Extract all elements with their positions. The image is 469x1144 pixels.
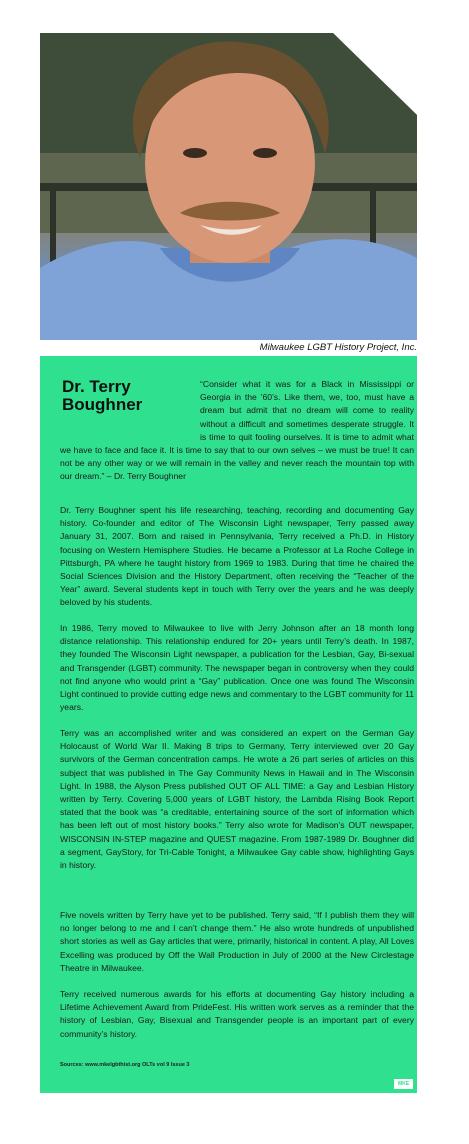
logo-badge: MKE xyxy=(394,1079,413,1089)
bio-paragraph: Terry received numerous awards for his efforts at documenting Gay history including a Lifetime Achievement Award from PrideFest. His written work serves as a reminder that the history of Lesbian, Gay, Bisexual and Transgender people is an important part of every community’s history. xyxy=(60,989,414,1039)
bio-paragraph: Five novels written by Terry have yet to be published. Terry said, “If I publish them they will no longer belong to me and I can’t change them.” He also wrote hundreds of unpublished short stories as well as Gay articles that were, primarily, historical in content. A play, All Loves Excelling was produced by Off the Wall Production in July of 2000 at the New Circlestage Theatre in Milwaukee. xyxy=(60,910,414,973)
page-title: Dr. Terry Boughner xyxy=(62,377,143,414)
bio-paragraph: In 1986, Terry moved to Milwaukee to live with Jerry Johnson after an 18 month long distance relationship. This relationship endured for 20+ years until Terry’s death. In 1987, they founded The Wisconsin Light newspaper, a publication for the Lesbian, Gay, Bi-sexual and Transgender (LGBT) community. The newspaper began in controversy when they could not find anyone who would print a “Gay” publication. Once one was found The Wisconsin Light continued to provide cutting edge news and commentary to the LGBT community for 11 years. xyxy=(60,623,414,713)
quote-text: “Consider what it was for a Black in Mississippi or Georgia in the ’60’s. Like them, we, too, must have a dream but admit that no dream will come to reality without a difficult and sometimes desperate struggle. It is time to quit fooling ourselves. It is time to admit what we have to face and face it. It is time to say that to our own selves – we must be true! It can not be any other way or we will remain in the valley and never reach the mountain top with our dream.” – Dr. Terry Boughner xyxy=(60,379,414,482)
photo-credit: Milwaukee LGBT History Project, Inc. xyxy=(259,342,417,353)
bio-panel xyxy=(40,356,417,1093)
bio-paragraph: Terry was an accomplished writer and was considered an expert on the German Gay Holocaust of World War II. Making 8 trips to Germany, Terry interviewed over 20 Gay survivors of the German concentration camps. He wrote a 26 part series of articles on this subject that was published in The Gay Community News in Hawaii and in The Wisconsin Light. In 1988, the Alyson Press published OUT OF ALL TIME: a Gay and Lesbian History written by Terry. Covering 5,000 years of LGBT history, the Lambda Rising Book Report stated that the book was “a creditable, entertaining source of the sort of information which has been left out of most history books.” Terry also wrote for Madison’s OUT newspaper, WISCONSIN IN-STEP magazine and QUEST magazine. From 1987-1989 Dr. Boughner did a segment, GayStory, for Tri-Cable Tonight, a Milwaukee Gay cable show, highlighting Gays in history. xyxy=(60,728,414,871)
bio-paragraph: Dr. Terry Boughner spent his life researching, teaching, recording and documenting Gay history. Co-founder and editor of The Wisconsin Light newspaper, Terry passed away January 31, 2007. Born and raised in Pennsylvania, Terry received a Ph.D. in History focusing on Western Hemisphere Studies. He became a Professor at La Roche College in Pittsburgh, PA where he taught history from 1969 to 1983. During that time he chaired the Social Sciences Division and the History Department, often receiving the “Teacher of the Year” award. Several students kept in touch with Terry over the years and he was deeply beloved by his students. xyxy=(60,505,414,608)
quote-block xyxy=(60,378,414,484)
portrait-photo xyxy=(40,33,417,340)
sources-note: Sources: www.mkelgbthist.org OLTs vol 9 Issue 3 xyxy=(60,1062,190,1068)
